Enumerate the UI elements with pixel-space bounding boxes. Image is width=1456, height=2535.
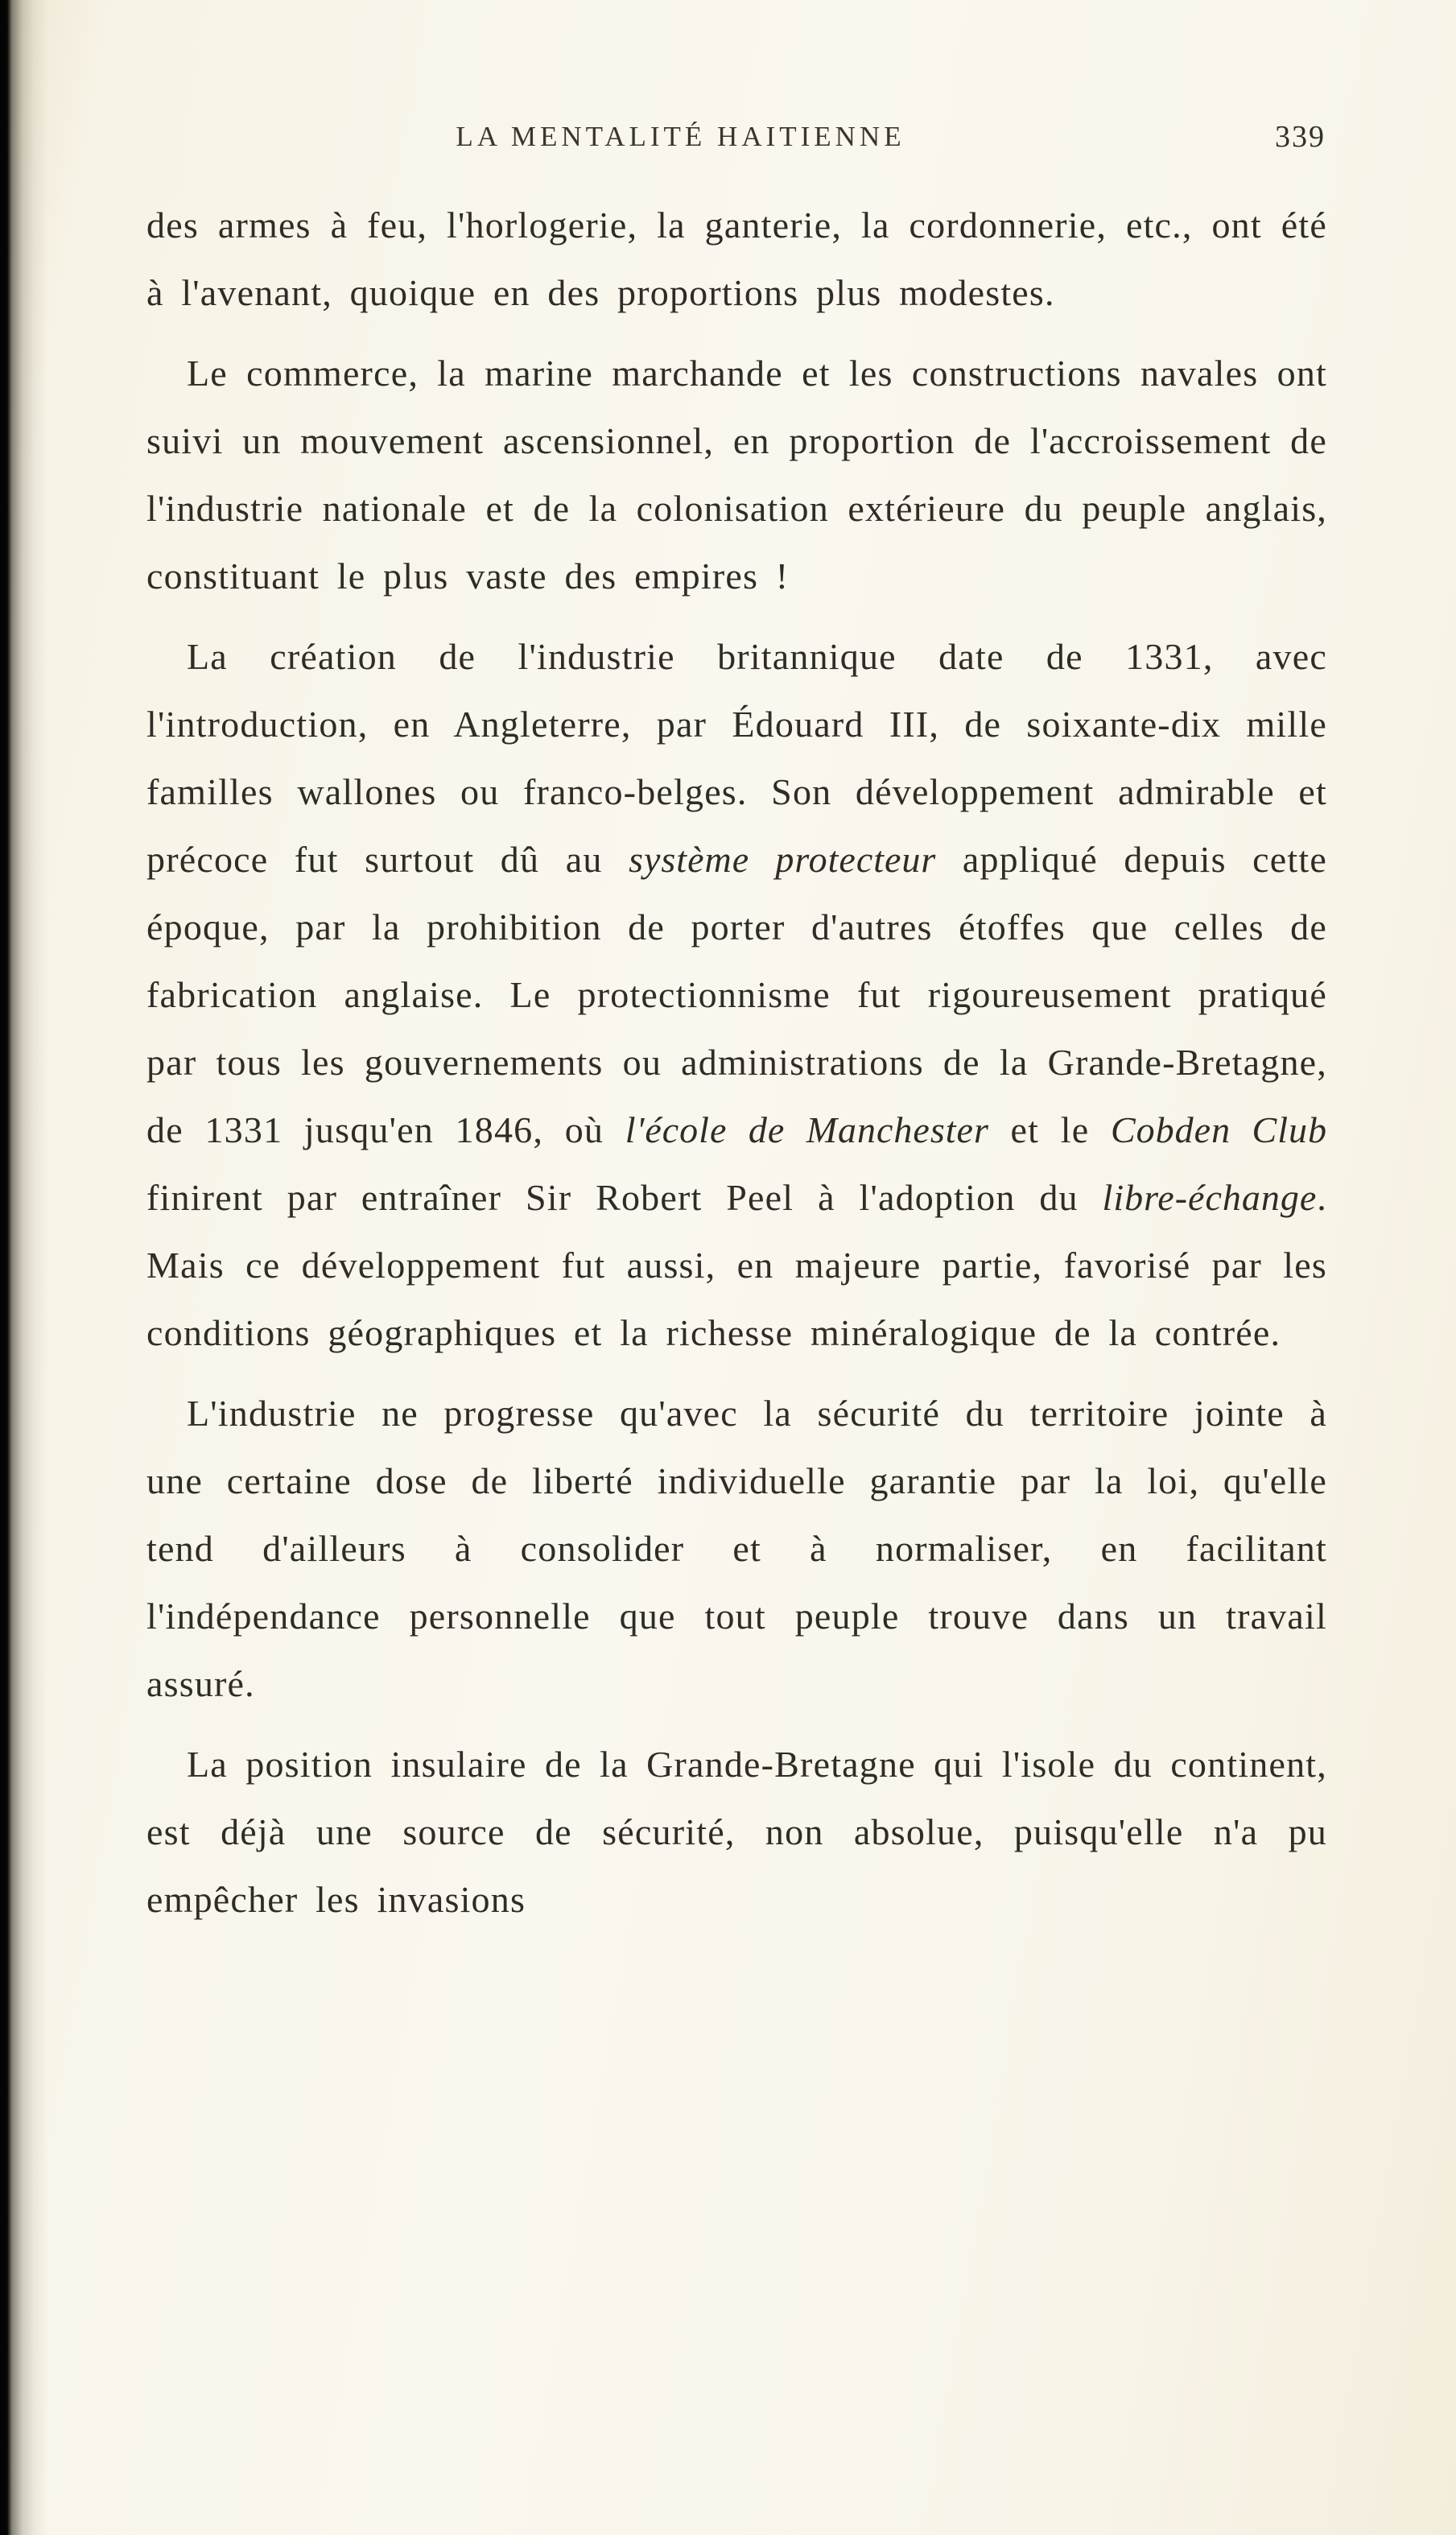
paragraph: [146, 1731, 1327, 1934]
running-header: [146, 121, 1327, 166]
header-title: LA MENTALITÉ HAITIENNE: [456, 121, 905, 152]
text-segment: finirent par entraîner Sir Robert Peel à l'adoption du: [146, 1177, 1103, 1218]
paragraph: [146, 192, 1327, 327]
paragraph: [146, 340, 1327, 610]
text-segment: des armes à feu, l'horlogerie, la ganterie, la cordonnerie, etc., ont été à l'avenant, quoique en des proportions plus modestes.: [146, 204, 1327, 313]
text-segment: L'industrie ne progresse qu'avec la sécurité du territoire jointe à une certaine dose de liberté individuelle garantie par la loi, qu'elle tend d'ailleurs à consolider et à normaliser, en facilitant l'indépendance personnelle que tout peuple trouve dans un travail assuré.: [146, 1393, 1327, 1704]
text-segment: et le: [988, 1109, 1111, 1150]
page-body: [146, 192, 1327, 1934]
paragraph: [146, 623, 1327, 1367]
italic-text-segment: libre-échange: [1102, 1177, 1318, 1218]
paragraph: [146, 1380, 1327, 1718]
text-segment: La création de l'industrie britannique date de 1331, avec l'introduction, en Angleterre, par Édouard III, de soixante-dix mille familles wallones ou franco-belges. Son développement admirable et précoce fut surtout dû au: [146, 636, 1327, 880]
text-segment: appliqué depuis cette époque, par la prohibition de porter d'autres étoffes que celles de fabrication anglaise. Le protectionnisme fut rigoureusement pratiqué par tous les gouvernements ou administrations de la Grande-Bretagne, de 1331 jusqu'en 1846, où: [146, 839, 1327, 1150]
italic-text-segment: l'école de Manchester: [625, 1109, 989, 1150]
text-segment: Le commerce, la marine marchande et les constructions navales ont suivi un mouvement ascensionnel, en proportion de l'accroissement de l'industrie nationale et de la colonisation extérieure du peuple anglais, constituant le plus vaste des empires !: [146, 353, 1327, 597]
italic-text-segment: système protecteur: [629, 839, 937, 880]
page-number: 339: [1275, 120, 1326, 154]
text-segment: La position insulaire de la Grande-Bretagne qui l'isole du continent, est déjà une source de sécurité, non absolue, puisqu'elle n'a pu empêcher les invasions: [146, 1744, 1327, 1920]
italic-text-segment: Cobden Club: [1111, 1109, 1328, 1150]
text-segment: . Mais ce développement fut aussi, en majeure partie, favorisé par les conditions géographiques et la richesse minéralogique de la contrée.: [146, 1177, 1327, 1353]
